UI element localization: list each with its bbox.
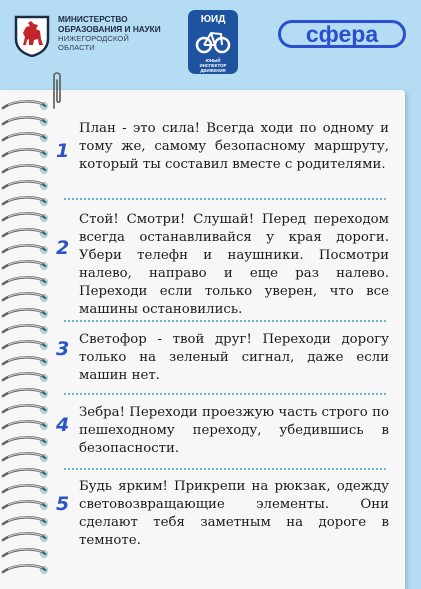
ministry-line4: ОБЛАСТИ [58, 43, 95, 52]
item-number: 3 [56, 338, 70, 360]
item-text: План - это сила! Всегда ходи по одному и тому же, самому безопасному маршруту, который ты составил вместе с родителями. [79, 121, 389, 172]
bicycle-icon [195, 27, 231, 55]
yuid-logo [188, 10, 238, 74]
item-text: Будь ярким! Прикрепи на рюкзак, одежду световозвращающие элементы. Они сделают тебя заметным на дороге в темноте. [79, 479, 389, 548]
divider [64, 198, 386, 200]
item-number: 1 [56, 140, 70, 162]
divider [64, 393, 386, 395]
item-text: Стой! Смотри! Слушай! Перед переходом всегда останавливайся у края дороги. Убери телефн и наушники. Посмотри налево, направо и еще раз налево. Переходи если только уверен, что все машины остановились. [79, 212, 389, 317]
yuid-sub-line2: ИНСПЕКТОР [199, 63, 227, 68]
yuid-title: ЮИД [200, 14, 226, 25]
sfera-logo: сфера [278, 20, 406, 48]
item-number: 2 [56, 237, 70, 259]
ministry-name [58, 14, 178, 52]
yuid-sub-line3: ДВИЖЕНИЯ [200, 68, 226, 73]
paperclip-icon [49, 70, 65, 110]
item-number: 4 [56, 414, 70, 436]
item-text: Зебра! Переходи проезжую часть строго по пешеходному переходу, убедившись в безопасности. [79, 405, 389, 456]
ministry-line3: НИЖЕГОРОДСКОЙ [58, 34, 129, 43]
ministry-line2: ОБРАЗОВАНИЯ И НАУКИ [58, 24, 161, 34]
divider [64, 468, 386, 470]
yuid-sub-line1: ЮНЫЙ [205, 58, 221, 63]
ministry-line1: МИНИСТЕРСТВО [58, 14, 128, 24]
yuid-subtitle [188, 58, 238, 73]
item-number: 5 [56, 493, 70, 515]
item-text: Светофор - твой друг! Переходи дорогу только на зеленый сигнал, даже если машин нет. [79, 332, 389, 383]
divider [64, 320, 386, 322]
